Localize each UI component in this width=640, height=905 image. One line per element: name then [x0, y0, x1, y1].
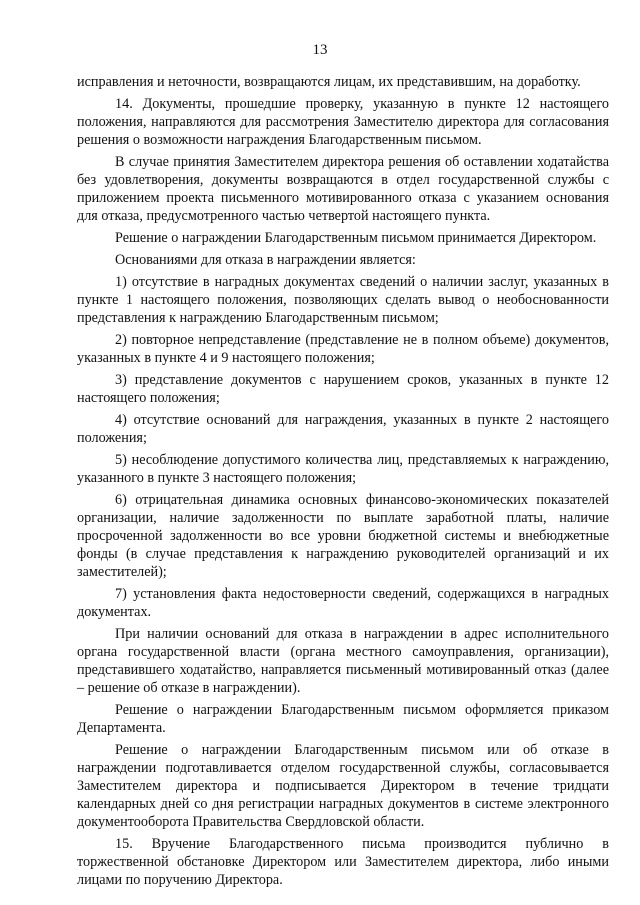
- paragraph: Решение о награждении Благодарственным письмом или об отказе в награждении подготавливается отделом государственной службы, согласовывается Заместителем директора и подписывается Директором в течение тридцати календарных дней со дня регистрации наградных документов в системе электронного документооборота Правительства Свердловской области.: [77, 742, 609, 830]
- list-item: 7) установления факта недостоверности сведений, содержащихся в наградных документах.: [77, 586, 609, 620]
- list-item: 5) несоблюдение допустимого количества лиц, представляемых к награждению, указанного в пункте 3 настоящего положения;: [77, 452, 609, 486]
- paragraph: 14. Документы, прошедшие проверку, указанную в пункте 12 настоящего положения, направляются для рассмотрения Заместителю директора для согласования решения о возможности награждения Благодарственным письмом.: [77, 96, 609, 148]
- paragraph: Решение о награждении Благодарственным письмом принимается Директором.: [115, 230, 597, 246]
- paragraph: Решение о награждении Благодарственным письмом оформляется приказом Департамента.: [77, 702, 609, 736]
- list-item: 6) отрицательная динамика основных финансово-экономических показателей организации, наличие задолженности по выплате заработной платы, наличие просроченной задолженности во все уровни бюджетной системы и внебюджетные фонды (в случае представления к награждению руководителей организаций и их заместителей);: [77, 492, 609, 580]
- document-body: [77, 73, 609, 893]
- list-item: 4) отсутствие оснований для награждения, указанных в пункте 2 настоящего положения;: [77, 412, 609, 446]
- paragraph: 15. Вручение Благодарственного письма производится публично в торжественной обстановке Директором или Заместителем директора, либо иными лицами по поручению Директора.: [77, 836, 609, 888]
- list-item: 2) повторное непредставление (представление не в полном объеме) документов, указанных в пункте 4 и 9 настоящего положения;: [77, 332, 609, 366]
- paragraph: исправления и неточности, возвращаются лицам, их представившим, на доработку.: [77, 74, 581, 90]
- page-number: 13: [312, 42, 328, 58]
- paragraph: В случае принятия Заместителем директора решения об оставлении ходатайства без удовлетворения, документы возвращаются в отдел государственной службы с приложением проекта письменного мотивированного отказа с указанием основания для отказа, предусмотренного частью четвертой настоящего пункта.: [77, 154, 609, 224]
- paragraph: Основаниями для отказа в награждении является:: [115, 252, 416, 268]
- list-item: 1) отсутствие в наградных документах сведений о наличии заслуг, указанных в пункте 1 настоящего положения, позволяющих сделать вывод о необоснованности представления к награждению Благодарственным письмом;: [77, 274, 609, 326]
- paragraph: При наличии оснований для отказа в награждении в адрес исполнительного органа государственной власти (органа местного самоуправления, организации), представившего ходатайство, направляется письменный мотивированный отказ (далее – решение об отказе в награждении).: [77, 626, 609, 696]
- list-item: 3) представление документов с нарушением сроков, указанных в пункте 12 настоящего положения;: [77, 372, 609, 406]
